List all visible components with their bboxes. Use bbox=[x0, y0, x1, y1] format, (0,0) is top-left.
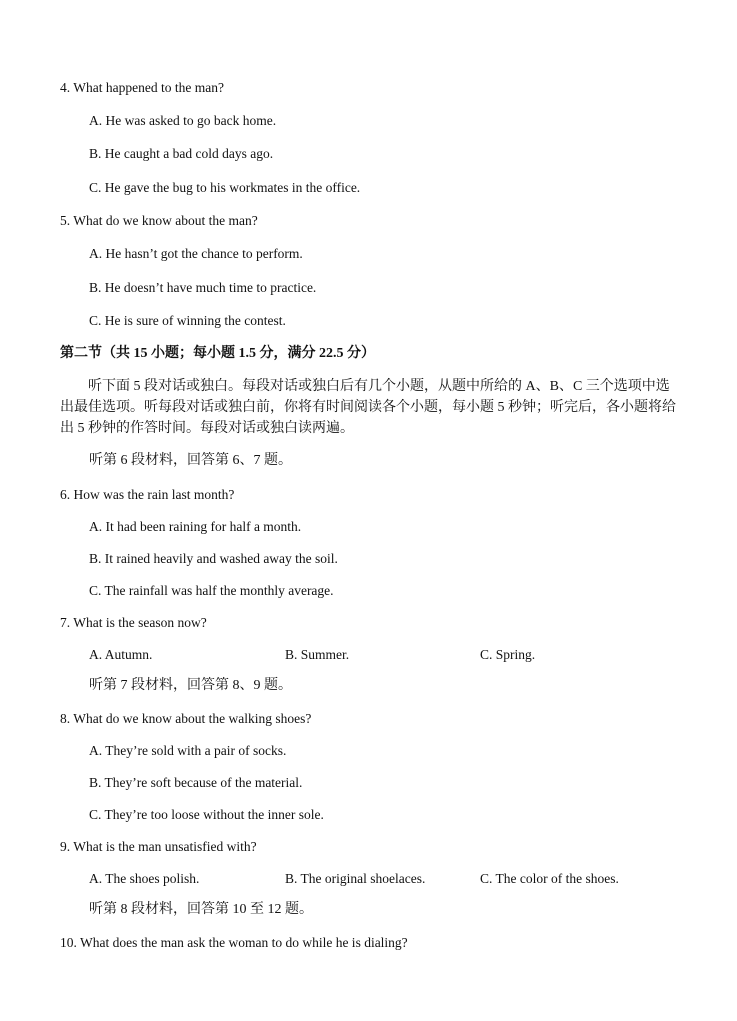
question-7: 7. What is the season now? bbox=[60, 615, 207, 630]
option-4c: C. He gave the bug to his workmates in the office. bbox=[89, 180, 361, 195]
option-5a: A. He hasn’t got the chance to perform. bbox=[89, 246, 303, 261]
question-8: 8. What do we know about the walking shoes? bbox=[60, 711, 312, 726]
material-note-8: 听第 8 段材料，回答第 10 至 12 题。 bbox=[89, 902, 313, 917]
options-9 bbox=[89, 870, 649, 888]
option-6b: B. It rained heavily and washed away the soil. bbox=[89, 551, 338, 566]
option-6c: C. The rainfall was half the monthly average. bbox=[89, 583, 334, 598]
option-9b: B. The original shoelaces. bbox=[285, 871, 426, 886]
option-7c: C. Spring. bbox=[480, 647, 536, 662]
option-6a: A. It had been raining for half a month. bbox=[89, 519, 302, 534]
option-4a: A. He was asked to go back home. bbox=[89, 113, 277, 128]
material-note-6: 听第 6 段材料，回答第 6、7 题。 bbox=[89, 453, 292, 468]
option-8a: A. They’re sold with a pair of socks. bbox=[89, 743, 287, 758]
question-9: 9. What is the man unsatisfied with? bbox=[60, 839, 257, 854]
option-8b: B. They’re soft because of the material. bbox=[89, 775, 303, 790]
question-5: 5. What do we know about the man? bbox=[60, 213, 258, 228]
option-9a: A. The shoes polish. bbox=[89, 871, 200, 886]
section-title: 第二节（共 15 小题；每小题 1.5 分，满分 22.5 分） bbox=[60, 346, 375, 361]
material-note-7: 听第 7 段材料，回答第 8、9 题。 bbox=[89, 678, 292, 693]
option-8c: C. They’re too loose without the inner sole. bbox=[89, 807, 324, 822]
option-5c: C. He is sure of winning the contest. bbox=[89, 313, 286, 328]
question-10: 10. What does the man ask the woman to do while he is dialing? bbox=[60, 935, 408, 950]
option-7a: A. Autumn. bbox=[89, 647, 153, 662]
option-5b: B. He doesn’t have much time to practice. bbox=[89, 280, 317, 295]
option-7b: B. Summer. bbox=[285, 647, 350, 662]
options-7 bbox=[89, 646, 649, 664]
question-6: 6. How was the rain last month? bbox=[60, 487, 235, 502]
option-4b: B. He caught a bad cold days ago. bbox=[89, 146, 274, 161]
section-instructions: 听下面 5 段对话或独白。每段对话或独白后有几个小题，从题中所给的 A、B、C 三个选项中选出最佳选项。听每段对话或独白前，你将有时间阅读各个小题，每小题 5 秒钟；听完后，各小题将给出 5 秒钟的作答时间。每段对话或独白读两遍。 bbox=[60, 379, 676, 436]
option-9c: C. The color of the shoes. bbox=[480, 871, 619, 886]
question-4: 4. What happened to the man? bbox=[60, 80, 224, 95]
